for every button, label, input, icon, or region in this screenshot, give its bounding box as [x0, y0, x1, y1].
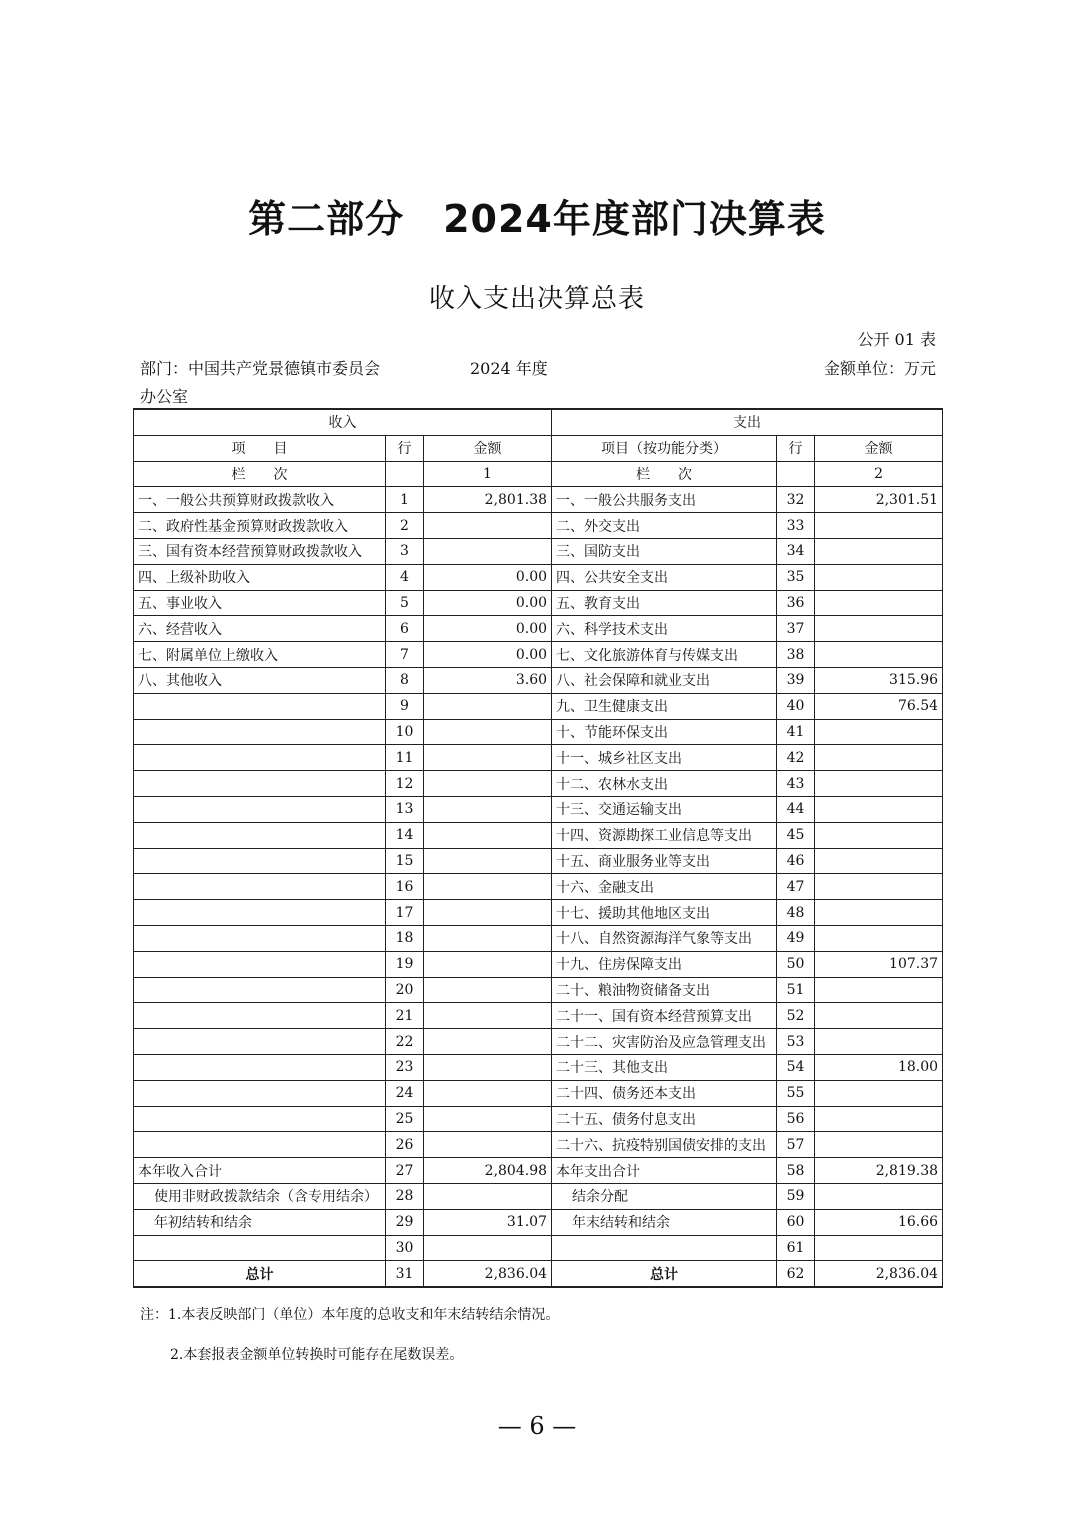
- expense-row-number: 32: [777, 487, 815, 513]
- income-item-name: 二、政府性基金预算财政拨款收入: [134, 513, 386, 539]
- expense-order-label: 栏 次: [552, 461, 777, 487]
- expense-item-name: 九、卫生健康支出: [552, 693, 777, 719]
- expense-item-name: 六、科学技术支出: [552, 616, 777, 642]
- income-row-number: 15: [386, 848, 424, 874]
- expense-row-number: 45: [777, 822, 815, 848]
- income-row-number: 27: [386, 1158, 424, 1184]
- income-amount: [424, 848, 552, 874]
- income-item-name: [134, 1080, 386, 1106]
- table-row: [134, 1054, 943, 1080]
- income-amount: [424, 977, 552, 1003]
- expense-row-number: 57: [777, 1132, 815, 1158]
- expense-row-number: 47: [777, 874, 815, 900]
- expense-row-number: 49: [777, 925, 815, 951]
- expense-amount: 76.54: [815, 693, 943, 719]
- income-row-number: 30: [386, 1235, 424, 1261]
- expense-item-header: 项目（按功能分类）: [552, 435, 777, 461]
- expense-amount: [815, 616, 943, 642]
- expense-item-name: 结余分配: [552, 1183, 777, 1209]
- income-amount: [424, 1029, 552, 1055]
- income-total-row-number: 31: [386, 1261, 424, 1287]
- expense-row-number: 34: [777, 538, 815, 564]
- expense-row-number: 43: [777, 771, 815, 797]
- income-item-name: [134, 1106, 386, 1132]
- income-row-header: 行: [386, 435, 424, 461]
- expense-amount: [815, 771, 943, 797]
- income-header: 收入: [134, 409, 552, 435]
- income-row-number: 4: [386, 564, 424, 590]
- expense-row-number: 44: [777, 796, 815, 822]
- income-amount: 0.00: [424, 590, 552, 616]
- income-row-number: 13: [386, 796, 424, 822]
- expense-item-name: 七、文化旅游体育与传媒支出: [552, 642, 777, 668]
- income-row-number: 5: [386, 590, 424, 616]
- expense-amount: [815, 1106, 943, 1132]
- page-number: — 6 —: [497, 1412, 577, 1440]
- income-item-name: 六、经营收入: [134, 616, 386, 642]
- expense-row-number: 40: [777, 693, 815, 719]
- column-number-row: [134, 461, 943, 487]
- expense-amount: [815, 925, 943, 951]
- expense-total-label: 总计: [552, 1261, 777, 1287]
- expense-item-name: 二十四、债务还本支出: [552, 1080, 777, 1106]
- income-amount: [424, 1235, 552, 1261]
- income-row-number: 24: [386, 1080, 424, 1106]
- expense-amount: [815, 1029, 943, 1055]
- income-row-number: 16: [386, 874, 424, 900]
- table-row: [134, 822, 943, 848]
- expense-item-name: 十五、商业服务业等支出: [552, 848, 777, 874]
- table-row: [134, 538, 943, 564]
- income-row-number: 6: [386, 616, 424, 642]
- income-row-number: 26: [386, 1132, 424, 1158]
- expense-row-number: 58: [777, 1158, 815, 1184]
- expense-row-number: 61: [777, 1235, 815, 1261]
- income-item-name: 本年收入合计: [134, 1158, 386, 1184]
- income-item-name: 四、上级补助收入: [134, 564, 386, 590]
- income-item-name: [134, 900, 386, 926]
- income-item-name: [134, 693, 386, 719]
- table-row: [134, 874, 943, 900]
- income-item-name: 一、一般公共预算财政拨款收入: [134, 487, 386, 513]
- table-row: [134, 1235, 943, 1261]
- income-row-number: 8: [386, 667, 424, 693]
- table-body: [134, 487, 943, 1261]
- expense-item-name: 十四、资源勘探工业信息等支出: [552, 822, 777, 848]
- table-row: [134, 771, 943, 797]
- income-item-name: 八、其他收入: [134, 667, 386, 693]
- income-item-name: 五、事业收入: [134, 590, 386, 616]
- expense-row-number: 53: [777, 1029, 815, 1055]
- table-row: [134, 1080, 943, 1106]
- income-amount: [424, 1003, 552, 1029]
- income-expense-table: [133, 408, 943, 1288]
- table-row: [134, 1209, 943, 1235]
- table-row: [134, 513, 943, 539]
- expense-column-number: 2: [815, 461, 943, 487]
- income-item-header: 项 目: [134, 435, 386, 461]
- empty-cell: [386, 461, 424, 487]
- expense-row-number: 51: [777, 977, 815, 1003]
- expense-amount: [815, 822, 943, 848]
- income-row-number: 17: [386, 900, 424, 926]
- expense-item-name: 三、国防支出: [552, 538, 777, 564]
- expense-header: 支出: [552, 409, 943, 435]
- expense-row-number: 59: [777, 1183, 815, 1209]
- income-amount: [424, 1183, 552, 1209]
- expense-row-number: 50: [777, 951, 815, 977]
- expense-amount: [815, 745, 943, 771]
- expense-item-name: 二十三、其他支出: [552, 1054, 777, 1080]
- expense-amount: 18.00: [815, 1054, 943, 1080]
- income-amount: 0.00: [424, 642, 552, 668]
- income-amount: [424, 822, 552, 848]
- expense-amount: [815, 977, 943, 1003]
- expense-row-number: 41: [777, 719, 815, 745]
- income-row-number: 20: [386, 977, 424, 1003]
- income-item-name: 三、国有资本经营预算财政拨款收入: [134, 538, 386, 564]
- income-row-number: 25: [386, 1106, 424, 1132]
- expense-amount-header: 金额: [815, 435, 943, 461]
- expense-item-name: 十八、自然资源海洋气象等支出: [552, 925, 777, 951]
- income-amount: 0.00: [424, 564, 552, 590]
- income-row-number: 7: [386, 642, 424, 668]
- expense-item-name: 十六、金融支出: [552, 874, 777, 900]
- income-amount: [424, 925, 552, 951]
- income-amount: 2,801.38: [424, 487, 552, 513]
- table-row: [134, 1003, 943, 1029]
- expense-row-number: 35: [777, 564, 815, 590]
- income-amount: 2,804.98: [424, 1158, 552, 1184]
- expense-amount: [815, 900, 943, 926]
- income-row-number: 2: [386, 513, 424, 539]
- income-item-name: [134, 745, 386, 771]
- expense-amount: [815, 1003, 943, 1029]
- table-row: [134, 719, 943, 745]
- expense-item-name: 十一、城乡社区支出: [552, 745, 777, 771]
- expense-row-number: 37: [777, 616, 815, 642]
- expense-row-header: 行: [777, 435, 815, 461]
- income-total-label: 总计: [134, 1261, 386, 1287]
- expense-amount: [815, 874, 943, 900]
- expense-item-name: 八、社会保障和就业支出: [552, 667, 777, 693]
- income-item-name: [134, 925, 386, 951]
- expense-row-number: 39: [777, 667, 815, 693]
- income-item-name: [134, 951, 386, 977]
- expense-item-name: 二十、粮油物资储备支出: [552, 977, 777, 1003]
- expense-item-name: 二十二、灾害防治及应急管理支出: [552, 1029, 777, 1055]
- expense-amount: [815, 1183, 943, 1209]
- income-item-name: 年初结转和结余: [134, 1209, 386, 1235]
- income-item-name: [134, 771, 386, 797]
- income-amount: [424, 693, 552, 719]
- expense-amount: 16.66: [815, 1209, 943, 1235]
- table-row: [134, 951, 943, 977]
- expense-item-name: 二十六、抗疫特别国债安排的支出: [552, 1132, 777, 1158]
- expense-row-number: 52: [777, 1003, 815, 1029]
- expense-row-number: 42: [777, 745, 815, 771]
- income-amount-header: 金额: [424, 435, 552, 461]
- table-row: [134, 925, 943, 951]
- income-row-number: 9: [386, 693, 424, 719]
- income-amount: 3.60: [424, 667, 552, 693]
- expense-row-number: 56: [777, 1106, 815, 1132]
- expense-row-number: 54: [777, 1054, 815, 1080]
- empty-cell: [777, 461, 815, 487]
- income-amount: [424, 900, 552, 926]
- table-row: [134, 1158, 943, 1184]
- section-header-row: [134, 409, 943, 435]
- table-row: [134, 848, 943, 874]
- expense-amount: [815, 564, 943, 590]
- income-row-number: 12: [386, 771, 424, 797]
- expense-amount: [815, 719, 943, 745]
- table-row: [134, 900, 943, 926]
- table-row: [134, 564, 943, 590]
- total-row: [134, 1261, 943, 1287]
- income-total-amount: 2,836.04: [424, 1261, 552, 1287]
- expense-amount: [815, 590, 943, 616]
- expense-row-number: 46: [777, 848, 815, 874]
- expense-item-name: 四、公共安全支出: [552, 564, 777, 590]
- table-row: [134, 796, 943, 822]
- income-amount: [424, 1106, 552, 1132]
- column-header-row: [134, 435, 943, 461]
- expense-item-name: 十七、援助其他地区支出: [552, 900, 777, 926]
- income-item-name: [134, 848, 386, 874]
- expense-amount: 2,819.38: [815, 1158, 943, 1184]
- income-amount: [424, 1132, 552, 1158]
- income-amount: [424, 951, 552, 977]
- expense-amount: [815, 848, 943, 874]
- fiscal-year: 2024 年度: [470, 359, 548, 378]
- expense-item-name: 十九、住房保障支出: [552, 951, 777, 977]
- expense-item-name: 二、外交支出: [552, 513, 777, 539]
- income-row-number: 22: [386, 1029, 424, 1055]
- income-amount: [424, 771, 552, 797]
- table-row: [134, 642, 943, 668]
- income-order-label: 栏 次: [134, 461, 386, 487]
- income-item-name: [134, 822, 386, 848]
- expense-total-row-number: 62: [777, 1261, 815, 1287]
- table-row: [134, 590, 943, 616]
- expense-item-name: 十、节能环保支出: [552, 719, 777, 745]
- income-row-number: 23: [386, 1054, 424, 1080]
- income-amount: [424, 796, 552, 822]
- income-row-number: 1: [386, 487, 424, 513]
- expense-amount: [815, 513, 943, 539]
- income-item-name: [134, 1054, 386, 1080]
- expense-amount: [815, 538, 943, 564]
- table-row: [134, 1106, 943, 1132]
- expense-item-name: 十二、农林水支出: [552, 771, 777, 797]
- expense-item-name: 二十五、债务付息支出: [552, 1106, 777, 1132]
- expense-amount: [815, 796, 943, 822]
- income-row-number: 28: [386, 1183, 424, 1209]
- income-amount: 31.07: [424, 1209, 552, 1235]
- income-amount: [424, 1054, 552, 1080]
- amount-unit: 金额单位：万元: [823, 359, 936, 378]
- table-title: 收入支出决算总表: [428, 284, 645, 314]
- expense-amount: 2,301.51: [815, 487, 943, 513]
- expense-total-amount: 2,836.04: [815, 1261, 943, 1287]
- table-row: [134, 1183, 943, 1209]
- income-amount: [424, 1080, 552, 1106]
- expense-amount: 315.96: [815, 667, 943, 693]
- income-item-name: [134, 1235, 386, 1261]
- expense-item-name: 二十一、国有资本经营预算支出: [552, 1003, 777, 1029]
- table-row: [134, 616, 943, 642]
- expense-row-number: 55: [777, 1080, 815, 1106]
- note-2: 2.本套报表金额单位转换时可能存在尾数误差。: [170, 1347, 464, 1363]
- form-code: 公开 01 表: [857, 330, 936, 349]
- income-item-name: [134, 1003, 386, 1029]
- table-row: [134, 745, 943, 771]
- income-item-name: [134, 1029, 386, 1055]
- income-item-name: [134, 977, 386, 1003]
- income-item-name: 使用非财政拨款结余（含专用结余）: [134, 1183, 386, 1209]
- expense-row-number: 48: [777, 900, 815, 926]
- note-1: 注：1.本表反映部门（单位）本年度的总收支和年末结转结余情况。: [140, 1307, 560, 1323]
- page-title: 第二部分 2024年度部门决算表: [248, 197, 826, 241]
- expense-row-number: 33: [777, 513, 815, 539]
- table-row: [134, 1132, 943, 1158]
- expense-row-number: 36: [777, 590, 815, 616]
- income-item-name: 七、附属单位上缴收入: [134, 642, 386, 668]
- income-row-number: 19: [386, 951, 424, 977]
- expense-amount: [815, 1080, 943, 1106]
- table-row: [134, 667, 943, 693]
- department-label-continued: 办公室: [140, 387, 189, 406]
- expense-amount: [815, 1132, 943, 1158]
- income-item-name: [134, 719, 386, 745]
- expense-item-name: 十三、交通运输支出: [552, 796, 777, 822]
- income-item-name: [134, 874, 386, 900]
- income-amount: [424, 513, 552, 539]
- income-row-number: 10: [386, 719, 424, 745]
- income-amount: [424, 538, 552, 564]
- expense-amount: 107.37: [815, 951, 943, 977]
- expense-row-number: 60: [777, 1209, 815, 1235]
- income-row-number: 21: [386, 1003, 424, 1029]
- table-row: [134, 977, 943, 1003]
- income-row-number: 29: [386, 1209, 424, 1235]
- expense-row-number: 38: [777, 642, 815, 668]
- expense-item-name: 年末结转和结余: [552, 1209, 777, 1235]
- income-row-number: 14: [386, 822, 424, 848]
- income-row-number: 11: [386, 745, 424, 771]
- table-row: [134, 693, 943, 719]
- income-amount: [424, 874, 552, 900]
- expense-item-name: 一、一般公共服务支出: [552, 487, 777, 513]
- income-amount: 0.00: [424, 616, 552, 642]
- income-amount: [424, 719, 552, 745]
- income-amount: [424, 745, 552, 771]
- expense-amount: [815, 1235, 943, 1261]
- income-column-number: 1: [424, 461, 552, 487]
- department-label: 部门：中国共产党景德镇市委员会: [140, 359, 381, 378]
- table-row: [134, 1029, 943, 1055]
- income-item-name: [134, 1132, 386, 1158]
- expense-item-name: 五、教育支出: [552, 590, 777, 616]
- income-item-name: [134, 796, 386, 822]
- income-row-number: 18: [386, 925, 424, 951]
- expense-item-name: 本年支出合计: [552, 1158, 777, 1184]
- income-row-number: 3: [386, 538, 424, 564]
- table-row: [134, 487, 943, 513]
- expense-amount: [815, 642, 943, 668]
- expense-item-name: [552, 1235, 777, 1261]
